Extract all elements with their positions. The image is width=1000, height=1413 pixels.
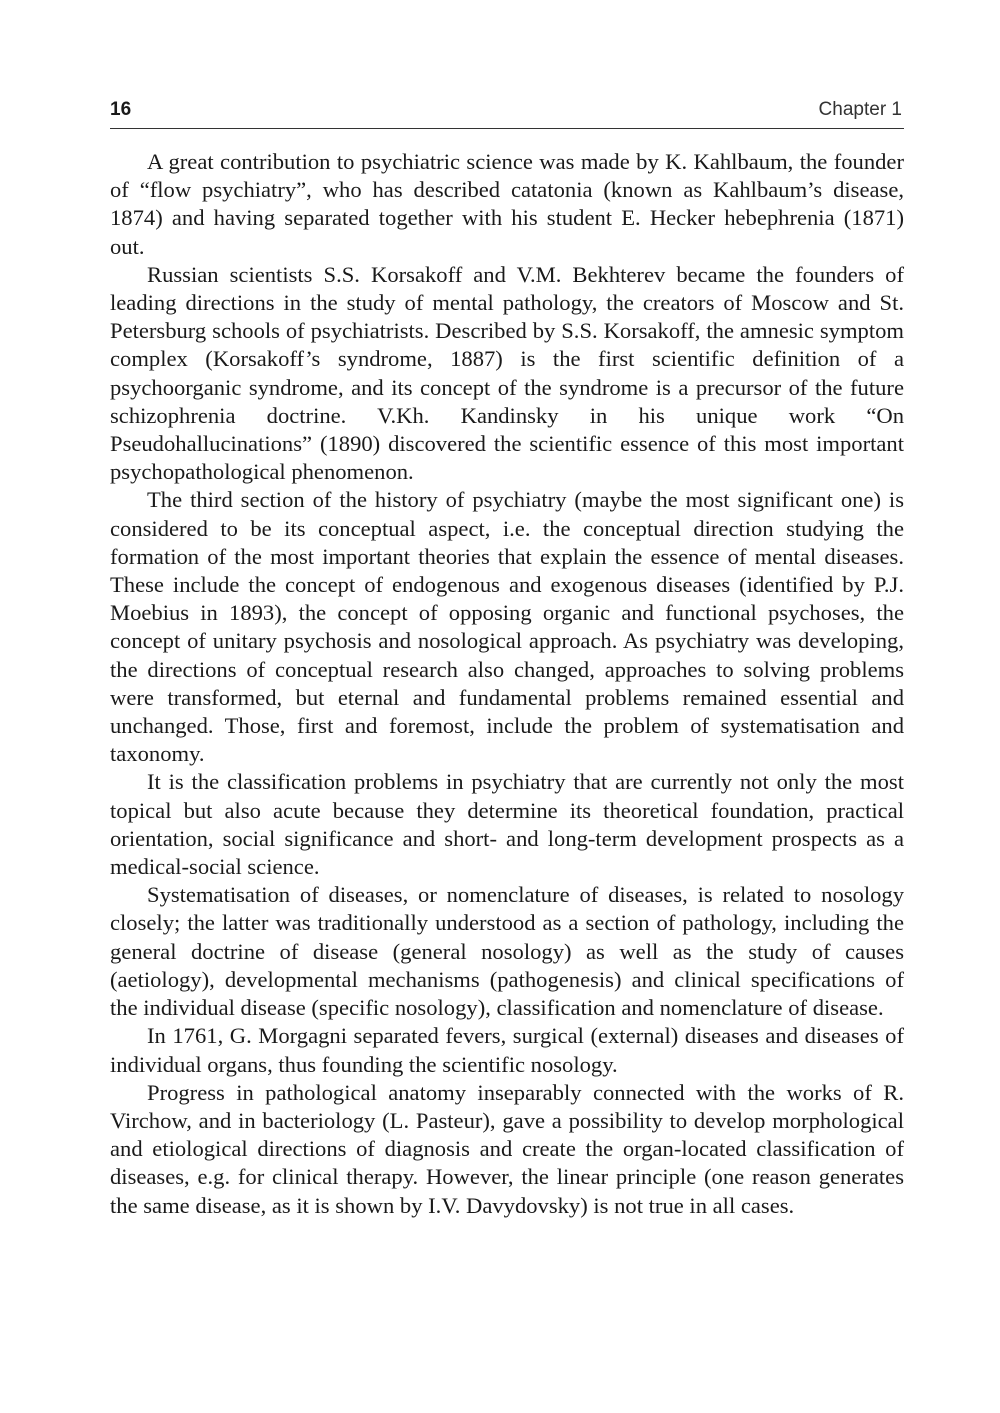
paragraph-conceptual-aspect: The third section of the history of psychiatry (maybe the most significant one) is considered to be its conceptual aspect, i.e. the conceptual direction studying the formation of the most important theories that explain the essence of mental diseases. These include the concept of endogenous and exogenous diseases (identified by P.J. Moebius in 1893), the concept of opposing organic and functional psychoses, the concept of unitary psychosis and nosological approach. As psychiatry was developing, the directions of conceptual research also changed, approaches to solving problems were transformed, but eternal and fundamental problems remained essential and unchanged. Those, first and foremost, include the problem of systematisation and taxonomy. (110, 487, 904, 767)
paragraph-systematisation: Systematisation of diseases, or nomenclature of diseases, is related to nosology closely; the latter was traditionally understood as a section of pathology, including the general doctrine of disease (general nosology) as well as the study of causes (aetiology), developmental mechanisms (pathogenesis) and clinical specifications of the individual disease (specific nosology), classification and nomenclature of disease. (110, 882, 904, 1021)
paragraph-korsakoff-bekhterev: Russian scientists S.S. Korsakoff and V.M. Bekhterev became the founders of leading directions in the study of mental pathology, the creators of Moscow and St. Petersburg schools of psychiatrists. Described by S.S. Korsakoff, the amnesic symptom complex (Korsakoff’s syndrome, 1887) is the first scientific definition of a psychoorganic syndrome, and its concept of the syndrome is a precursor of the future schizophrenia doctrine. V.Kh. Kandinsky in his unique work “On Pseudohallucinations” (1890) discovered the scientific essence of this most important psychopathological phenomenon. (110, 261, 904, 485)
paragraph-morgagni: In 1761, G. Morgagni separated fevers, surgical (external) diseases and diseases of individual organs, thus founding the scientific nosology. (110, 1023, 904, 1077)
running-header (110, 98, 904, 129)
page-number: 16 (110, 99, 132, 120)
paragraph-kahlbaum: A great contribution to psychiatric science was made by K. Kahlbaum, the founder of “flow psychiatry”, who has described catatonia (known as Kahlbaum’s disease, 1874) and having separated together with his student E. Hecker hebephrenia (1871) out. (110, 149, 904, 259)
paragraph-classification-problems: It is the classification problems in psychiatry that are currently not only the most topical but also acute because they determine its theoretical foundation, practical orientation, social significance and short- and long-term development prospects as a medical-social science. (110, 769, 904, 880)
chapter-title: Chapter 1 (818, 99, 902, 120)
paragraph-pathological-anatomy: Progress in pathological anatomy inseparably connected with the works of R. Virchow, and in bacteriology (L. Pasteur), gave a possibility to develop morphological and etiological directions of diagnosis and create the organ-located classification of diseases, e.g. for clinical therapy. However, the linear principle (one reason generates the same disease, as it is shown by I.V. Davydovsky) is not true in all cases. (110, 1079, 904, 1218)
body-text (110, 148, 904, 1220)
